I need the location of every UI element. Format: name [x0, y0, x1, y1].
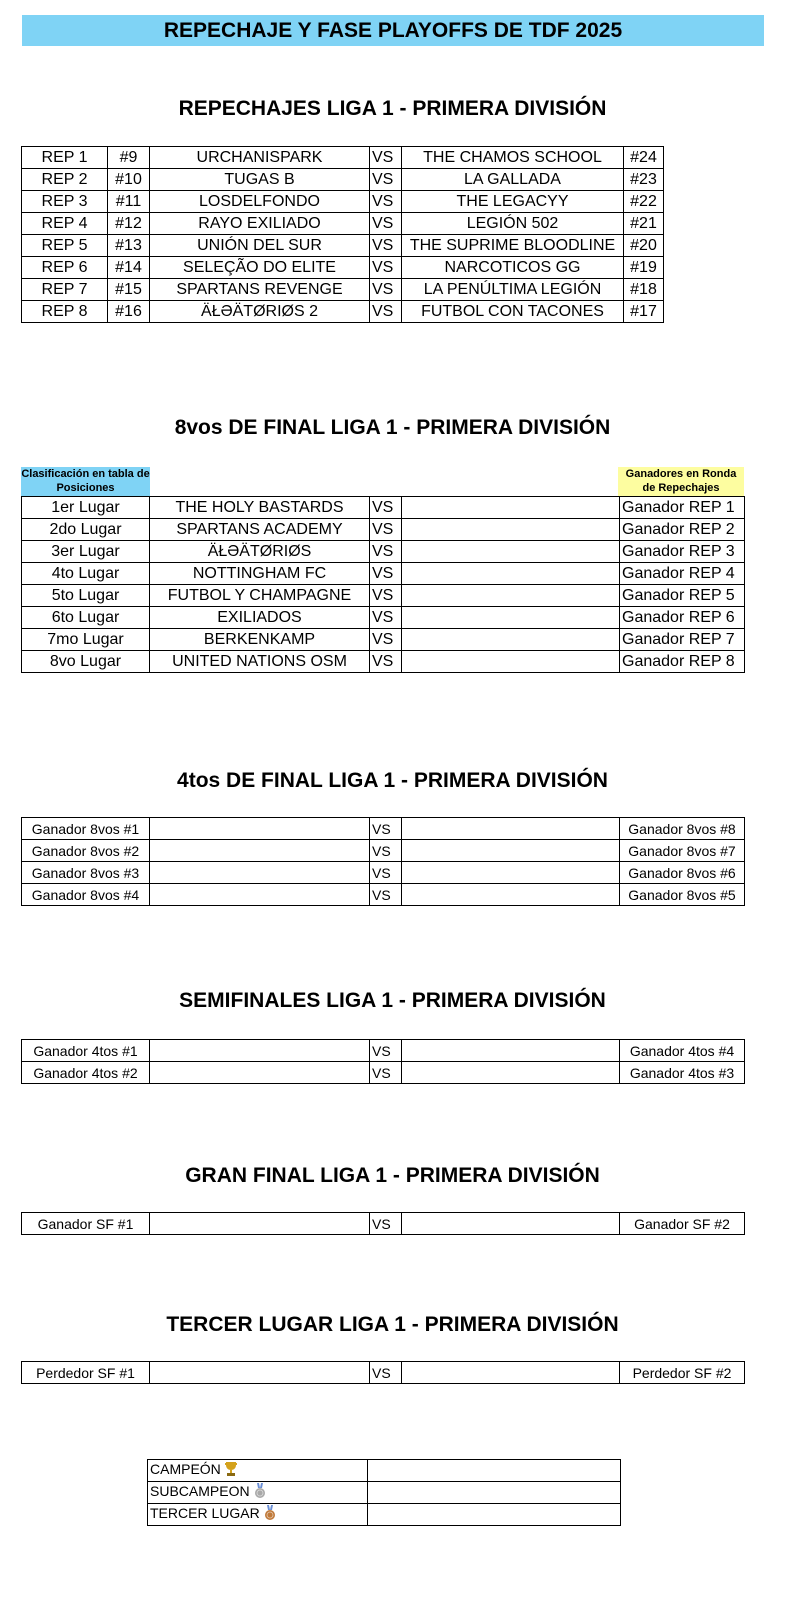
- vs-label: VS: [370, 862, 402, 884]
- octavos-header-left: Clasificación en tabla de Posiciones: [21, 468, 150, 494]
- place-cell: 8vo Lugar: [22, 651, 150, 673]
- award-value: [368, 1460, 621, 1482]
- vs-label: VS: [370, 651, 402, 673]
- cuartos-table: [21, 817, 745, 906]
- winner-cell: Ganador REP 1: [620, 497, 745, 519]
- team-a: UNIÓN DEL SUR: [150, 235, 370, 257]
- team-b: [402, 818, 620, 840]
- vs-label: VS: [370, 147, 402, 169]
- left-slot: Ganador 4tos #1: [22, 1040, 150, 1062]
- octavos-title: 8vos DE FINAL LIGA 1 - PRIMERA DIVISIÓN: [174, 416, 611, 439]
- team-b: [402, 1213, 620, 1235]
- rep-id: REP 8: [22, 301, 108, 323]
- opponent-cell: [402, 651, 620, 673]
- gran-final-title: GRAN FINAL LIGA 1 - PRIMERA DIVISIÓN: [185, 1164, 600, 1187]
- team-cell: EXILIADOS: [150, 607, 370, 629]
- team-cell: THE HOLY BASTARDS: [150, 497, 370, 519]
- seed-b: #19: [624, 257, 664, 279]
- opponent-cell: [402, 541, 620, 563]
- rep-id: REP 6: [22, 257, 108, 279]
- left-slot: Ganador 4tos #2: [22, 1062, 150, 1084]
- seed-a: #13: [108, 235, 150, 257]
- vs-label: VS: [370, 585, 402, 607]
- place-cell: 7mo Lugar: [22, 629, 150, 651]
- winner-cell: Ganador REP 8: [620, 651, 745, 673]
- team-a: SELEÇÃO DO ELITE: [150, 257, 370, 279]
- seed-b: #22: [624, 191, 664, 213]
- table-row: [22, 257, 664, 279]
- award-label: CAMPEÓN: [148, 1460, 368, 1482]
- vs-label: VS: [370, 257, 402, 279]
- team-b: [402, 1040, 620, 1062]
- place-cell: 1er Lugar: [22, 497, 150, 519]
- rep-id: REP 3: [22, 191, 108, 213]
- rep-id: REP 1: [22, 147, 108, 169]
- right-slot: Ganador 4tos #4: [620, 1040, 745, 1062]
- team-a: LOSDELFONDO: [150, 191, 370, 213]
- vs-label: VS: [370, 1213, 402, 1235]
- repechajes-table: [21, 146, 664, 323]
- seed-b: #21: [624, 213, 664, 235]
- place-cell: 4to Lugar: [22, 563, 150, 585]
- opponent-cell: [402, 585, 620, 607]
- team-b: THE LEGACYY: [402, 191, 624, 213]
- vs-label: VS: [370, 541, 402, 563]
- table-row: [22, 840, 745, 862]
- team-b: [402, 840, 620, 862]
- award-row: [148, 1460, 621, 1482]
- repechajes-title: REPECHAJES LIGA 1 - PRIMERA DIVISIÓN: [178, 97, 607, 120]
- seed-b: #24: [624, 147, 664, 169]
- place-cell: 3er Lugar: [22, 541, 150, 563]
- right-slot: Ganador 4tos #3: [620, 1062, 745, 1084]
- place-cell: 6to Lugar: [22, 607, 150, 629]
- table-row: [22, 147, 664, 169]
- opponent-cell: [402, 607, 620, 629]
- winner-cell: Ganador REP 7: [620, 629, 745, 651]
- left-slot: Perdedor SF #1: [22, 1362, 150, 1384]
- team-b: THE CHAMOS SCHOOL: [402, 147, 624, 169]
- table-row: [22, 497, 745, 519]
- left-slot: Ganador 8vos #2: [22, 840, 150, 862]
- opponent-cell: [402, 629, 620, 651]
- table-row: [22, 862, 745, 884]
- table-row: [22, 629, 745, 651]
- team-cell: ÄŁƏÄTØRIØS: [150, 541, 370, 563]
- left-slot: Ganador 8vos #3: [22, 862, 150, 884]
- vs-label: VS: [370, 279, 402, 301]
- silver-medal-icon: [253, 1483, 267, 1502]
- opponent-cell: [402, 563, 620, 585]
- vs-label: VS: [370, 884, 402, 906]
- table-row: [22, 585, 745, 607]
- winner-cell: Ganador REP 4: [620, 563, 745, 585]
- right-slot: Ganador 8vos #7: [620, 840, 745, 862]
- main-title: REPECHAJE Y FASE PLAYOFFS DE TDF 2025: [22, 15, 764, 46]
- team-cell: BERKENKAMP: [150, 629, 370, 651]
- seed-a: #11: [108, 191, 150, 213]
- rep-id: REP 2: [22, 169, 108, 191]
- opponent-cell: [402, 519, 620, 541]
- seed-a: #15: [108, 279, 150, 301]
- team-a: ÄŁƏÄTØRIØS 2: [150, 301, 370, 323]
- tercer-lugar-title: TERCER LUGAR LIGA 1 - PRIMERA DIVISIÓN: [166, 1313, 619, 1336]
- team-a: [150, 862, 370, 884]
- table-row: [22, 235, 664, 257]
- team-a: URCHANISPARK: [150, 147, 370, 169]
- award-label: SUBCAMPEON: [148, 1482, 368, 1504]
- trophy-icon: [224, 1461, 238, 1480]
- team-b: LA PENÚLTIMA LEGIÓN: [402, 279, 624, 301]
- vs-label: VS: [370, 607, 402, 629]
- team-b: LA GALLADA: [402, 169, 624, 191]
- winner-cell: Ganador REP 2: [620, 519, 745, 541]
- table-row: [22, 651, 745, 673]
- team-a: [150, 884, 370, 906]
- awards-table: [147, 1459, 621, 1526]
- vs-label: VS: [370, 497, 402, 519]
- vs-label: VS: [370, 1362, 402, 1384]
- team-a: [150, 1040, 370, 1062]
- team-a: RAYO EXILIADO: [150, 213, 370, 235]
- gran-final-table: [21, 1212, 745, 1235]
- team-a: TUGAS B: [150, 169, 370, 191]
- rep-id: REP 7: [22, 279, 108, 301]
- table-row: [22, 563, 745, 585]
- table-row: [22, 1362, 745, 1384]
- award-value: [368, 1504, 621, 1526]
- seed-a: #12: [108, 213, 150, 235]
- table-row: [22, 818, 745, 840]
- vs-label: VS: [370, 213, 402, 235]
- team-b: NARCOTICOS GG: [402, 257, 624, 279]
- tercer-lugar-table: [21, 1361, 745, 1384]
- right-slot: Ganador SF #2: [620, 1213, 745, 1235]
- vs-label: VS: [370, 818, 402, 840]
- left-slot: Ganador 8vos #1: [22, 818, 150, 840]
- team-a: [150, 1362, 370, 1384]
- table-row: [22, 301, 664, 323]
- award-row: [148, 1504, 621, 1526]
- place-cell: 5to Lugar: [22, 585, 150, 607]
- team-a: [150, 1062, 370, 1084]
- team-cell: FUTBOL Y CHAMPAGNE: [150, 585, 370, 607]
- team-a: [150, 818, 370, 840]
- team-b: [402, 862, 620, 884]
- vs-label: VS: [370, 563, 402, 585]
- vs-label: VS: [370, 1062, 402, 1084]
- semifinales-table: [21, 1039, 745, 1084]
- seed-a: #16: [108, 301, 150, 323]
- table-row: [22, 1062, 745, 1084]
- vs-label: VS: [370, 519, 402, 541]
- team-cell: SPARTANS ACADEMY: [150, 519, 370, 541]
- vs-label: VS: [370, 235, 402, 257]
- vs-label: VS: [370, 191, 402, 213]
- table-row: [22, 191, 664, 213]
- team-a: [150, 840, 370, 862]
- octavos-header-right: Ganadores en Ronda de Repechajes: [618, 467, 744, 496]
- left-slot: Ganador SF #1: [22, 1213, 150, 1235]
- seed-a: #14: [108, 257, 150, 279]
- table-row: [22, 519, 745, 541]
- winner-cell: Ganador REP 6: [620, 607, 745, 629]
- table-row: [22, 1213, 745, 1235]
- table-row: [22, 213, 664, 235]
- team-b: THE SUPRIME BLOODLINE: [402, 235, 624, 257]
- award-value: [368, 1482, 621, 1504]
- team-b: FUTBOL CON TACONES: [402, 301, 624, 323]
- cuartos-title: 4tos DE FINAL LIGA 1 - PRIMERA DIVISIÓN: [177, 769, 608, 792]
- left-slot: Ganador 8vos #4: [22, 884, 150, 906]
- vs-label: VS: [370, 301, 402, 323]
- award-row: [148, 1482, 621, 1504]
- table-row: [22, 279, 664, 301]
- rep-id: REP 5: [22, 235, 108, 257]
- team-b: LEGIÓN 502: [402, 213, 624, 235]
- table-row: [22, 541, 745, 563]
- team-cell: NOTTINGHAM FC: [150, 563, 370, 585]
- seed-b: #20: [624, 235, 664, 257]
- vs-label: VS: [370, 840, 402, 862]
- opponent-cell: [402, 497, 620, 519]
- team-b: [402, 1062, 620, 1084]
- vs-label: VS: [370, 1040, 402, 1062]
- right-slot: Ganador 8vos #6: [620, 862, 745, 884]
- winner-cell: Ganador REP 5: [620, 585, 745, 607]
- vs-label: VS: [370, 629, 402, 651]
- team-a: SPARTANS REVENGE: [150, 279, 370, 301]
- seed-a: #10: [108, 169, 150, 191]
- right-slot: Ganador 8vos #5: [620, 884, 745, 906]
- team-b: [402, 1362, 620, 1384]
- semifinales-title: SEMIFINALES LIGA 1 - PRIMERA DIVISIÓN: [179, 989, 606, 1012]
- table-row: [22, 169, 664, 191]
- vs-label: VS: [370, 169, 402, 191]
- octavos-table: [21, 496, 745, 673]
- seed-b: #17: [624, 301, 664, 323]
- table-row: [22, 1040, 745, 1062]
- team-b: [402, 884, 620, 906]
- right-slot: Perdedor SF #2: [620, 1362, 745, 1384]
- award-label: TERCER LUGAR: [148, 1504, 368, 1526]
- right-slot: Ganador 8vos #8: [620, 818, 745, 840]
- winner-cell: Ganador REP 3: [620, 541, 745, 563]
- seed-a: #9: [108, 147, 150, 169]
- bronze-medal-icon: [263, 1505, 277, 1524]
- team-cell: UNITED NATIONS OSM: [150, 651, 370, 673]
- team-a: [150, 1213, 370, 1235]
- table-row: [22, 884, 745, 906]
- table-row: [22, 607, 745, 629]
- rep-id: REP 4: [22, 213, 108, 235]
- seed-b: #23: [624, 169, 664, 191]
- seed-b: #18: [624, 279, 664, 301]
- place-cell: 2do Lugar: [22, 519, 150, 541]
